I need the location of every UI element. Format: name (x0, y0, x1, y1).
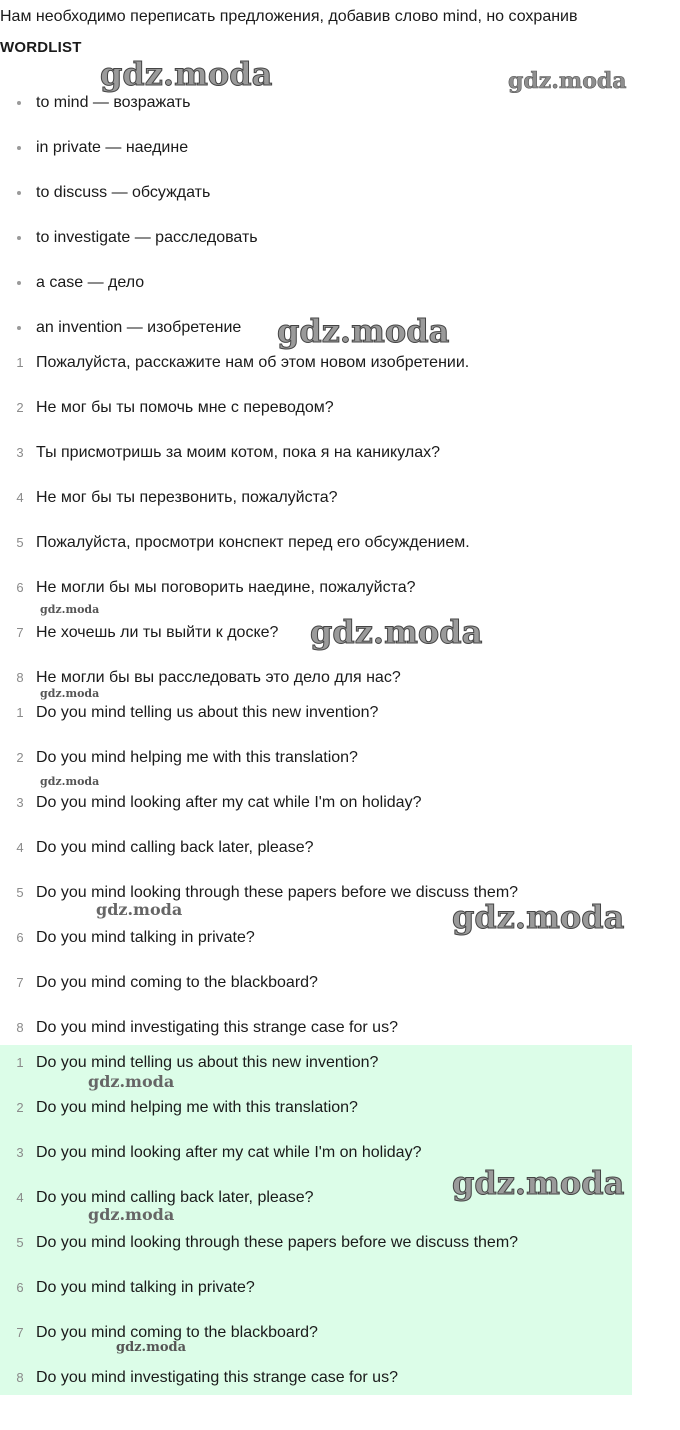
item-number: 5 (16, 1235, 24, 1250)
watermark-logo: gdz.moda (40, 775, 100, 788)
intro-text: Нам необходимо переписать предложения, добавив слово mind, но сохранив (0, 8, 578, 25)
item-number: 1 (16, 1055, 24, 1070)
item-number: 7 (16, 1325, 24, 1340)
bullet-icon (17, 191, 21, 195)
watermark-logo: gdz.moda (88, 1205, 175, 1224)
watermark-logo: gdz.moda (88, 1072, 175, 1091)
item-number: 1 (16, 705, 24, 720)
item-number: 2 (16, 1100, 24, 1115)
item-number: 7 (16, 975, 24, 990)
item-number: 6 (16, 930, 24, 945)
item-number: 5 (16, 535, 24, 550)
item-number: 7 (16, 625, 24, 640)
item-number: 1 (16, 355, 24, 370)
item-number: 6 (16, 580, 24, 595)
watermark-logo: gdz.moda (100, 55, 273, 93)
item-number: 2 (16, 400, 24, 415)
item-number: 4 (16, 1190, 24, 1205)
item-number: 3 (16, 1145, 24, 1160)
bullet-icon (17, 101, 21, 105)
item-number: 5 (16, 885, 24, 900)
watermark-logo: gdz.moda (452, 1164, 625, 1202)
bullet-icon (17, 326, 21, 330)
watermark-logo: gdz.moda (116, 1340, 187, 1355)
watermark-logo: gdz.moda (310, 613, 483, 651)
item-number: 4 (16, 490, 24, 505)
item-number: 4 (16, 840, 24, 855)
item-number: 2 (16, 750, 24, 765)
item-number: 6 (16, 1280, 24, 1295)
wordlist-title: WORDLIST (0, 39, 82, 56)
watermark-logo: gdz.moda (40, 687, 100, 700)
bullet-icon (17, 281, 21, 285)
item-number: 3 (16, 795, 24, 810)
watermark-logo: gdz.moda (452, 898, 625, 936)
watermark-logo: gdz.moda (508, 68, 627, 94)
watermark-logo: gdz.moda (40, 603, 100, 616)
bullet-icon (17, 236, 21, 240)
item-number: 8 (16, 1020, 24, 1035)
item-number: 3 (16, 445, 24, 460)
bullet-icon (17, 146, 21, 150)
watermark-logo: gdz.moda (277, 312, 450, 350)
watermark-logo: gdz.moda (96, 900, 183, 919)
item-number: 8 (16, 1370, 24, 1385)
item-number: 8 (16, 670, 24, 685)
